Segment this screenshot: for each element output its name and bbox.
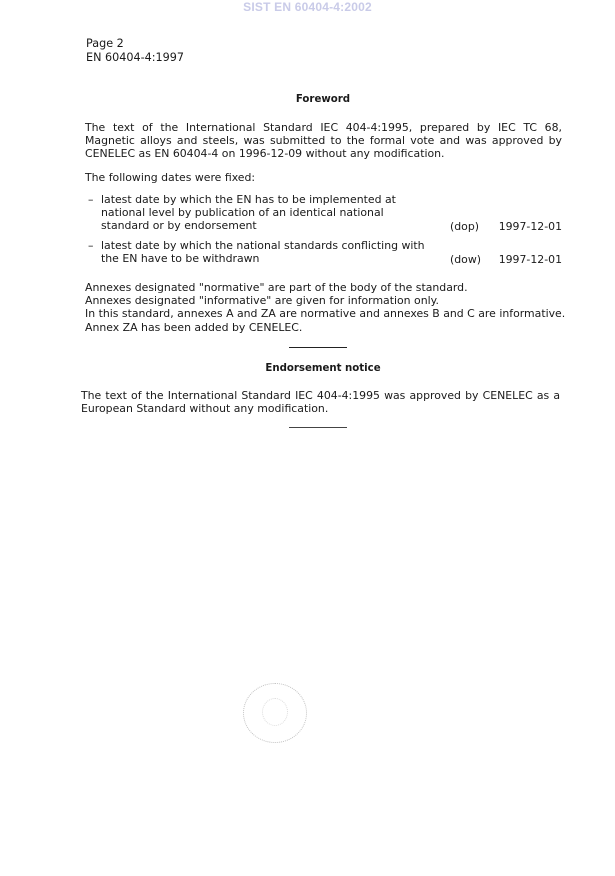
date-item-dop — [88, 193, 562, 233]
watermark-sist: SIST EN 60404-4:2002 — [243, 0, 372, 14]
page-header — [86, 37, 184, 65]
annex-notes — [85, 281, 565, 334]
stamp-inner-ring — [262, 698, 288, 726]
date-item-code: (dow) — [450, 252, 481, 266]
annex-line: Annexes designated "normative" are part of the body of the standard. — [85, 281, 468, 294]
annex-line: In this standard, annexes A and ZA are normative and annexes B and C are informative. — [85, 307, 566, 321]
date-item-code: (dop) — [450, 219, 479, 233]
endorsement-title: Endorsement notice — [265, 363, 381, 374]
date-item-date: 1997-12-01 — [498, 219, 562, 233]
dash-bullet: – — [88, 193, 94, 206]
date-item-dow — [88, 239, 562, 266]
dates-intro: The following dates were fixed: — [85, 171, 256, 184]
end-divider — [289, 427, 347, 428]
date-item-text: latest date by which the national standards conflicting with the EN have to be withdrawn — [101, 239, 425, 266]
standard-number: EN 60404-4:1997 — [86, 51, 184, 64]
annex-line: Annex ZA has been added by CENELEC. — [85, 320, 303, 334]
annex-line: Annexes designated "informative" are given for information only. — [85, 294, 439, 308]
dash-bullet: – — [88, 239, 94, 252]
date-item-text: latest date by which the EN has to be implemented at national level by publication of an identical national standard or by endorsement — [101, 193, 396, 233]
date-item-date: 1997-12-01 — [498, 252, 562, 266]
foreword-intro: The text of the International Standard IEC 404-4:1995, prepared by IEC TC 68, Magnetic alloys and steels, was submitted to the formal vote and was approved by CENELEC as EN 60404-4 on 1996-12-09 without any modification. — [85, 121, 562, 161]
foreword-title: Foreword — [295, 94, 351, 105]
library-stamp-icon — [243, 683, 307, 743]
endorsement-text: The text of the International Standard IEC 404-4:1995 was approved by CENELEC as a European Standard without any modification. — [81, 389, 560, 416]
section-divider — [289, 347, 347, 348]
page-number: Page 2 — [86, 37, 124, 50]
